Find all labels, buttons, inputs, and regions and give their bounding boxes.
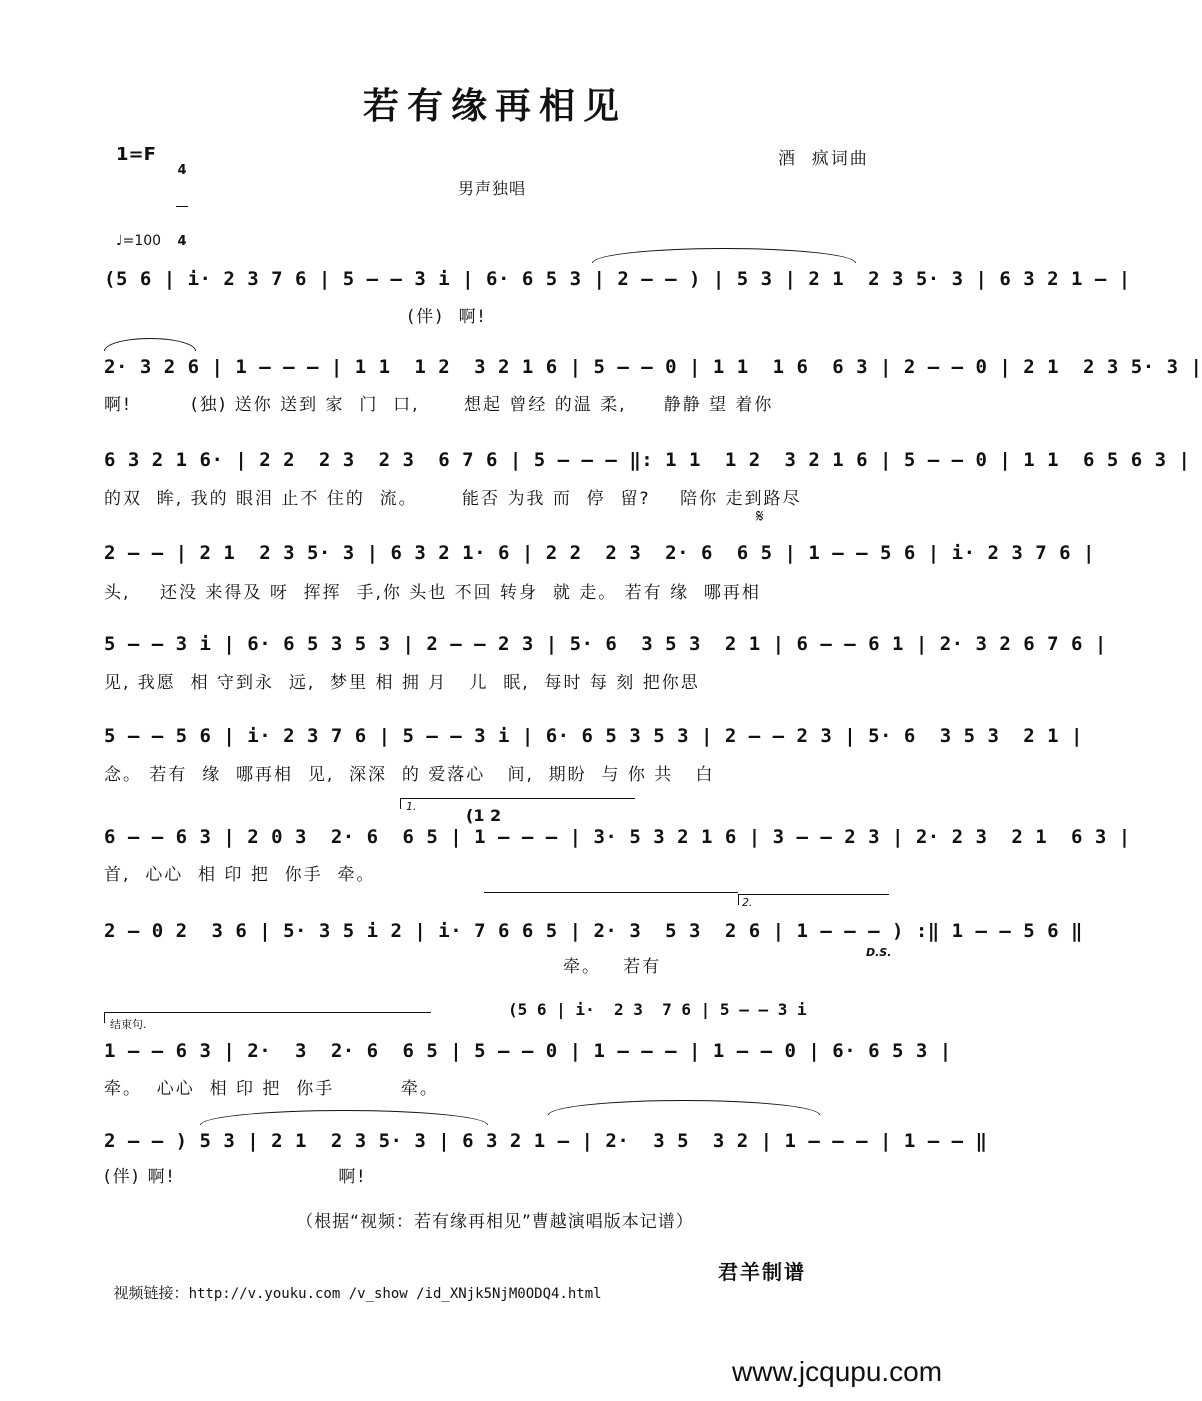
- slur-arc: [592, 248, 856, 263]
- ending-bracket: [104, 1012, 431, 1023]
- ds-mark: D.S.: [866, 946, 892, 959]
- tempo-mark: ♩=100: [116, 233, 162, 249]
- key-signature: 1=F: [116, 144, 156, 165]
- notation-row-6: 5 – – 5 6 | i· 2 3 7 6 | 5 – – 3 i | 6· 6 5 3 5 3 | 2 – – 2 3 | 5· 6 3 5 3 2 1 |: [104, 725, 1083, 747]
- time-signature-top: 4: [177, 163, 187, 178]
- notation-row-7: 6 – – 6 3 | 2 0 3 2· 6 6 5 | 1 – – – | 3· 5 3 2 1 6 | 3 – – 2 3 | 2· 2 3 2 1 6 3 |: [104, 826, 1131, 848]
- time-signature-bottom: 4: [177, 234, 187, 249]
- lyric-row-6: 念。 若有 缘 哪再相 见, 深深 的 爱落心 间, 期盼 与 你 共 白: [104, 765, 715, 785]
- volta-2-label: 2.: [742, 896, 753, 909]
- repeat-range-line: [484, 892, 738, 893]
- video-link: [104, 1264, 602, 1303]
- subtitle: 男声独唱: [458, 179, 527, 198]
- volta-bracket-2: [738, 894, 889, 905]
- slur-arc: [200, 1110, 488, 1125]
- lyric-row-9: 牵。 心心 相 印 把 你手 牵。: [104, 1079, 439, 1099]
- notation-row-5: 5 – – 3 i | 6· 6 5 3 5 3 | 2 – – 2 3 | 5· 6 3 5 3 2 1 | 6 – – 6 1 | 2· 3 2 6 7 6 |: [104, 633, 1107, 655]
- lyric-row-1: (伴) 啊!: [104, 307, 487, 327]
- notation-row-8: 2 – 0 2 3 6 | 5· 3 5 i 2 | i· 7 6 6 5 | 2· 3 5 3 2 6 | 1 – – – ) :‖ 1 – – 5 6 ‖: [104, 920, 1083, 942]
- author: 酒 疯词曲: [778, 149, 869, 169]
- notation-row-10: 2 – – ) 5 3 | 2 1 2 3 5· 3 | 6 3 2 1 – | 2· 3 5 3 2 | 1 – – – | 1 – – ‖: [104, 1130, 988, 1152]
- video-link-label: 视频链接：: [113, 1284, 189, 1302]
- lyric-row-5: 见, 我愿 相 守到永 远, 梦里 相 拥 月 儿 眠, 每时 每 刻 把你思: [104, 673, 700, 693]
- lyric-row-2: 啊! (独) 送你 送到 家 门 口, 想起 曾经 的温 柔, 静静 望 着你: [104, 395, 774, 415]
- page-title: 若有缘再相见: [362, 85, 627, 127]
- volta-bracket-1: [400, 798, 635, 809]
- transcriber-seal: 君羊制谱: [718, 1260, 806, 1284]
- lyric-row-8: 牵。 若有: [104, 957, 662, 977]
- slur-arc: [104, 338, 196, 351]
- segno-mark: 𝄋: [756, 506, 764, 527]
- time-signature: [176, 136, 188, 263]
- notation-row-1: (5 6 | i· 2 3 7 6 | 5 – – 3 i | 6· 6 5 3 | 2 – – ) | 5 3 | 2 1 2 3 5· 3 | 6 3 2 1 – |: [104, 268, 1131, 290]
- notation-row-9: 1 – – 6 3 | 2· 3 2· 6 6 5 | 5 – – 0 | 1 – – – | 1 – – 0 | 6· 6 5 3 |: [104, 1040, 952, 1062]
- ending-cue-notes: (5 6 | i· 2 3 7 6 | 5 – – 3 i: [508, 1000, 807, 1019]
- site-watermark: www.jcqupu.com: [732, 1356, 943, 1387]
- lyric-row-3: 的双 眸, 我的 眼泪 止不 住的 流。 能否 为我 而 停 留? 陪你 走到路尽: [104, 489, 802, 509]
- ending-label: 结束句.: [110, 1018, 147, 1031]
- transcription-note: （根据“视频：若有缘再相见”曹越演唱版本记谱）: [296, 1212, 694, 1232]
- notation-row-3: 6 3 2 1 6· | 2 2 2 3 2 3 6 7 6 | 5 – – – ‖: 1 1 1 2 3 2 1 6 | 5 – – 0 | 1 1 6 5 6 3 |: [104, 449, 1191, 471]
- notation-row-2: 2· 3 2 6 | 1 – – – | 1 1 1 2 3 2 1 6 | 5 – – 0 | 1 1 1 6 6 3 | 2 – – 0 | 2 1 2 3 5· 3 |: [104, 356, 1202, 378]
- slur-arc: [548, 1100, 820, 1115]
- notation-row-4: 2 – – | 2 1 2 3 5· 3 | 6 3 2 1· 6 | 2 2 2 3 2· 6 6 5 | 1 – – 5 6 | i· 2 3 7 6 |: [104, 542, 1095, 564]
- lyric-row-4: 头, 还没 来得及 呀 挥挥 手,你 头也 不回 转身 就 走。 若有 缘 哪再相: [104, 583, 761, 603]
- volta-1-extra: (1 2: [466, 806, 502, 825]
- lyric-row-7: 首, 心心 相 印 把 你手 牵。: [104, 865, 376, 885]
- video-link-url[interactable]: http://v.youku.com /v_show /id_XNjk5NjM0ODQ4.html: [188, 1286, 602, 1302]
- lyric-row-10: (伴) 啊! 啊!: [104, 1167, 367, 1187]
- volta-1-label: 1.: [406, 800, 417, 813]
